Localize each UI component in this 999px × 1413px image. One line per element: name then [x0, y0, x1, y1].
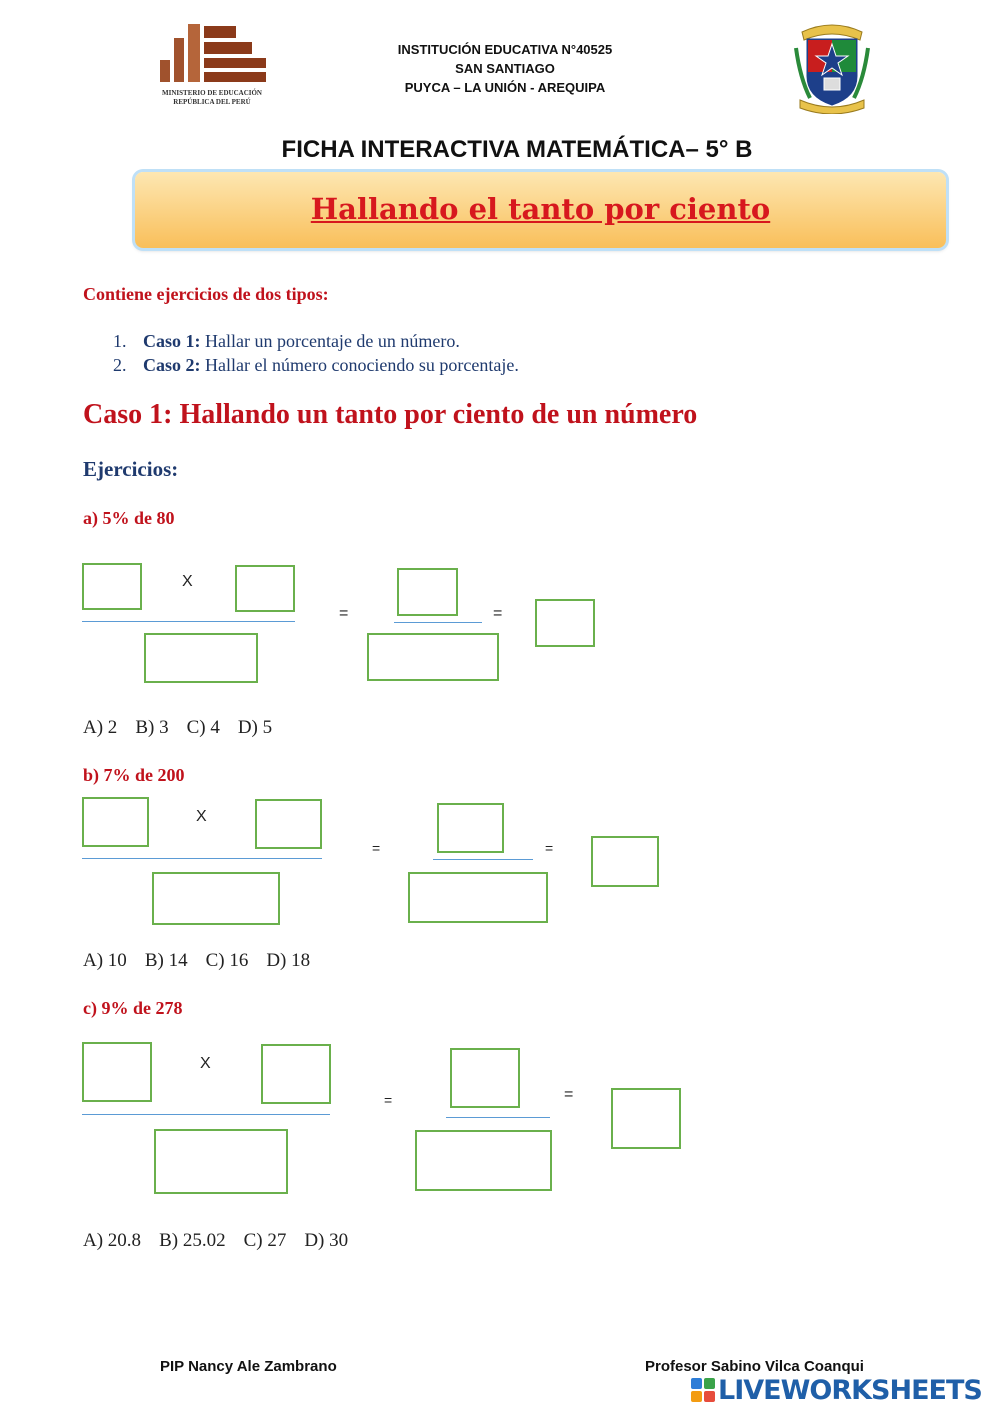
exercise-c-label: c) 9% de 278: [83, 998, 183, 1018]
fraction-bar: [446, 1117, 550, 1118]
option: C) 27: [243, 1230, 287, 1251]
option: B) 25.02: [159, 1230, 226, 1251]
list-text: Hallar un porcentaje de un número.: [200, 331, 460, 351]
option: D) 5: [237, 717, 273, 738]
times-sign: X: [196, 808, 207, 825]
page-title: FICHA INTERACTIVA MATEMÁTICA– 5° B: [281, 136, 753, 163]
intro-list-item: [113, 329, 519, 353]
option: A) 10: [83, 950, 127, 971]
answer-box[interactable]: [235, 565, 295, 612]
option: C) 4: [186, 717, 220, 738]
institution-line-1: INSTITUCIÓN EDUCATIVA N°40525: [397, 42, 613, 57]
equals-sign: =: [545, 840, 554, 856]
option: B) 14: [144, 950, 188, 971]
intro-list: [113, 329, 519, 377]
banner-title: Hallando el tanto por ciento: [310, 192, 771, 226]
crest-icon: [794, 18, 870, 114]
fraction-bar: [394, 622, 482, 623]
exercises-label: Ejercicios:: [83, 457, 179, 481]
answer-box[interactable]: [144, 633, 258, 683]
equals-sign: =: [339, 605, 349, 622]
answer-box[interactable]: [450, 1048, 520, 1108]
fraction-bar: [82, 858, 322, 859]
exercise-a-label: a) 5% de 80: [83, 508, 175, 528]
times-sign: X: [200, 1055, 211, 1072]
fraction-bar: [433, 859, 533, 860]
brand-text: LIVEWORKSHEETS: [718, 1374, 982, 1406]
option: D) 18: [266, 950, 311, 971]
fraction-bar: [82, 621, 295, 622]
list-label: Caso 1:: [143, 331, 201, 351]
list-number: 2.: [113, 355, 127, 375]
equals-sign: =: [493, 605, 503, 622]
section-title: Caso 1: Hallando un tanto por ciento de un número: [83, 399, 698, 430]
liveworksheets-icon: [690, 1377, 716, 1403]
footer-right: Profesor Sabino Vilca Coanqui: [645, 1358, 864, 1375]
answer-box[interactable]: [82, 563, 142, 610]
equals-sign: =: [564, 1086, 574, 1103]
options-b: [83, 950, 328, 972]
answer-box[interactable]: [82, 1042, 152, 1102]
list-number: 1.: [113, 331, 127, 351]
intro-list-item: [113, 353, 519, 377]
answer-box[interactable]: [154, 1129, 288, 1194]
answer-box[interactable]: [437, 803, 504, 853]
answer-box[interactable]: [415, 1130, 552, 1191]
options-a: [83, 717, 290, 739]
institution-header: [340, 40, 670, 97]
answer-box[interactable]: [397, 568, 458, 616]
option: A) 2: [83, 717, 118, 738]
equals-sign: =: [372, 840, 381, 856]
logo-text-2: REPÚBLICA DEL PERÚ: [173, 98, 251, 106]
answer-box[interactable]: [152, 872, 280, 925]
school-crest: [794, 18, 870, 114]
answer-box[interactable]: [261, 1044, 331, 1104]
fraction-bar: [82, 1114, 330, 1115]
answer-box[interactable]: [255, 799, 322, 849]
answer-box[interactable]: [367, 633, 499, 681]
title-banner: [135, 172, 946, 248]
options-c: [83, 1230, 366, 1252]
list-label: Caso 2:: [143, 355, 201, 375]
liveworksheets-brand[interactable]: [690, 1374, 982, 1406]
option: A) 20.8: [83, 1230, 142, 1251]
option: C) 16: [205, 950, 249, 971]
answer-box[interactable]: [535, 599, 595, 647]
exercise-b-label: b) 7% de 200: [83, 765, 185, 785]
option: D) 30: [304, 1230, 349, 1251]
institution-line-3: PUYCA – LA UNIÓN - AREQUIPA: [404, 80, 606, 95]
intro-heading: Contiene ejercicios de dos tipos:: [83, 284, 329, 304]
ministry-logo: [156, 22, 268, 108]
answer-box[interactable]: [82, 797, 149, 847]
answer-box[interactable]: [611, 1088, 681, 1149]
times-sign: X: [182, 573, 193, 590]
ministry-logo-icon: [156, 22, 268, 84]
option: B) 3: [135, 717, 169, 738]
equals-sign: =: [384, 1092, 393, 1108]
institution-line-2: SAN SANTIAGO: [455, 61, 555, 76]
list-text: Hallar el número conociendo su porcentaje.: [200, 355, 519, 375]
footer-left: PIP Nancy Ale Zambrano: [160, 1358, 337, 1375]
answer-box[interactable]: [408, 872, 548, 923]
answer-box[interactable]: [591, 836, 659, 887]
logo-text-1: MINISTERIO DE EDUCACIÓN: [162, 89, 262, 97]
